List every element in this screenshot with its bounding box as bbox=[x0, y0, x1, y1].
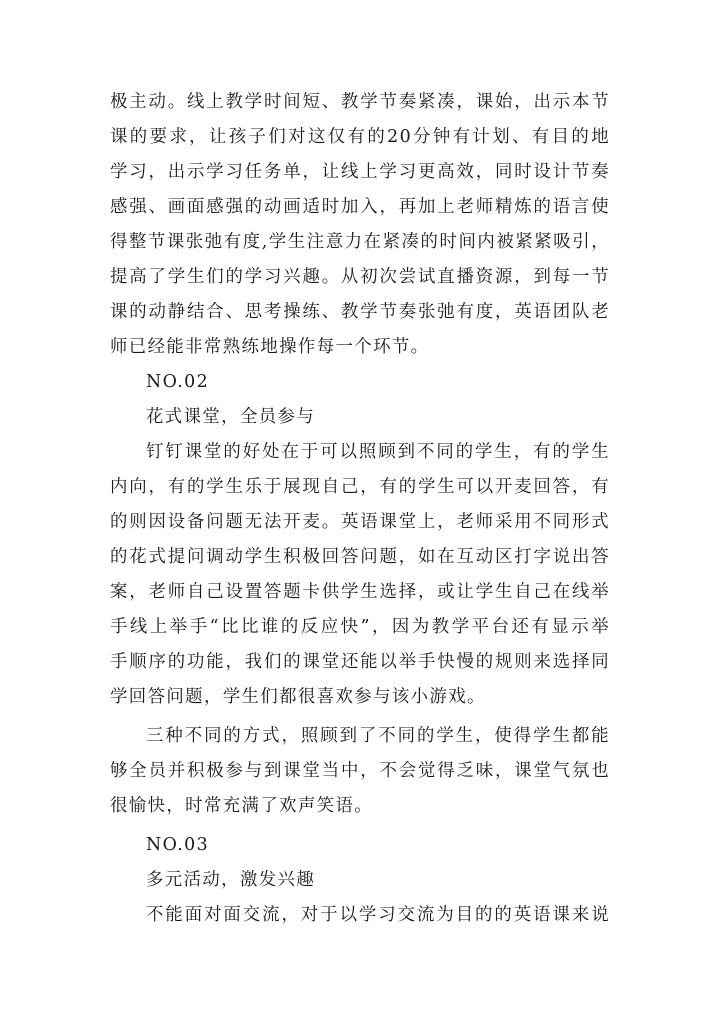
paragraph bbox=[110, 898, 610, 933]
text-line: 课的动静结合、思考操练、教学节奏张弛有度，英语团队老 bbox=[110, 302, 610, 322]
text-line: 手顺序的功能，我们的课堂还能以举手快慢的规则来选择同 bbox=[110, 652, 610, 672]
text-line: 手线上举手“比比谁的反应快”，因为教学平台还有显示举 bbox=[110, 617, 610, 637]
text-line: 钉钉课堂的好处在于可以照顾到不同的学生，有的学生 bbox=[146, 442, 610, 462]
section-title: 多元活动，激发兴趣 bbox=[146, 870, 316, 890]
text-line: 案，老师自己设置答题卡供学生选择，或让学生自己在线举 bbox=[110, 582, 610, 602]
text-line: 不能面对面交流，对于以学习交流为目的的英语课来说 bbox=[146, 905, 610, 925]
text-line: 提高了学生们的学习兴趣。从初次尝试直播资源，到每一节 bbox=[110, 267, 610, 287]
paragraph bbox=[110, 719, 610, 824]
text-line: 够全员并积极参与到课堂当中，不会觉得乏味，课堂气氛也 bbox=[110, 761, 610, 781]
text-line: 的花式提问调动学生积极回答问题，如在互动区打字说出答 bbox=[110, 547, 610, 567]
paragraph-continued bbox=[110, 85, 610, 365]
text-line: 学习，出示学习任务单，让线上学习更高效，同时设计节奏 bbox=[110, 162, 610, 182]
text-line: 极主动。线上教学时间短、教学节奏紧凑，课始，出示本节 bbox=[110, 92, 610, 112]
section-number: NO.03 bbox=[146, 835, 210, 855]
text-line: 感强、画面感强的动画适时加入，再加上老师精炼的语言使 bbox=[110, 197, 610, 217]
section-number: NO.02 bbox=[146, 372, 210, 392]
paragraph bbox=[110, 435, 610, 715]
text-line: 得整节课张弛有度,学生注意力在紧凑的时间内被紧紧吸引， bbox=[110, 232, 610, 252]
text-line: 课的要求，让孩子们对这仅有的20分钟有计划、有目的地 bbox=[110, 127, 610, 147]
text-line: 师已经能非常熟练地操作每一个环节。 bbox=[110, 337, 430, 357]
text-line: 内向，有的学生乐于展现自己，有的学生可以开麦回答，有 bbox=[110, 477, 610, 497]
text-line: 很愉快，时常充满了欢声笑语。 bbox=[110, 796, 374, 816]
section-title: 花式课堂，全员参与 bbox=[146, 407, 316, 427]
text-line: 的则因设备问题无法开麦。英语课堂上，老师采用不同形式 bbox=[110, 512, 610, 532]
document-page bbox=[110, 85, 610, 933]
text-line: 三种不同的方式，照顾到了不同的学生，使得学生都能 bbox=[146, 726, 610, 746]
text-line: 学回答问题，学生们都很喜欢参与该小游戏。 bbox=[110, 687, 486, 707]
